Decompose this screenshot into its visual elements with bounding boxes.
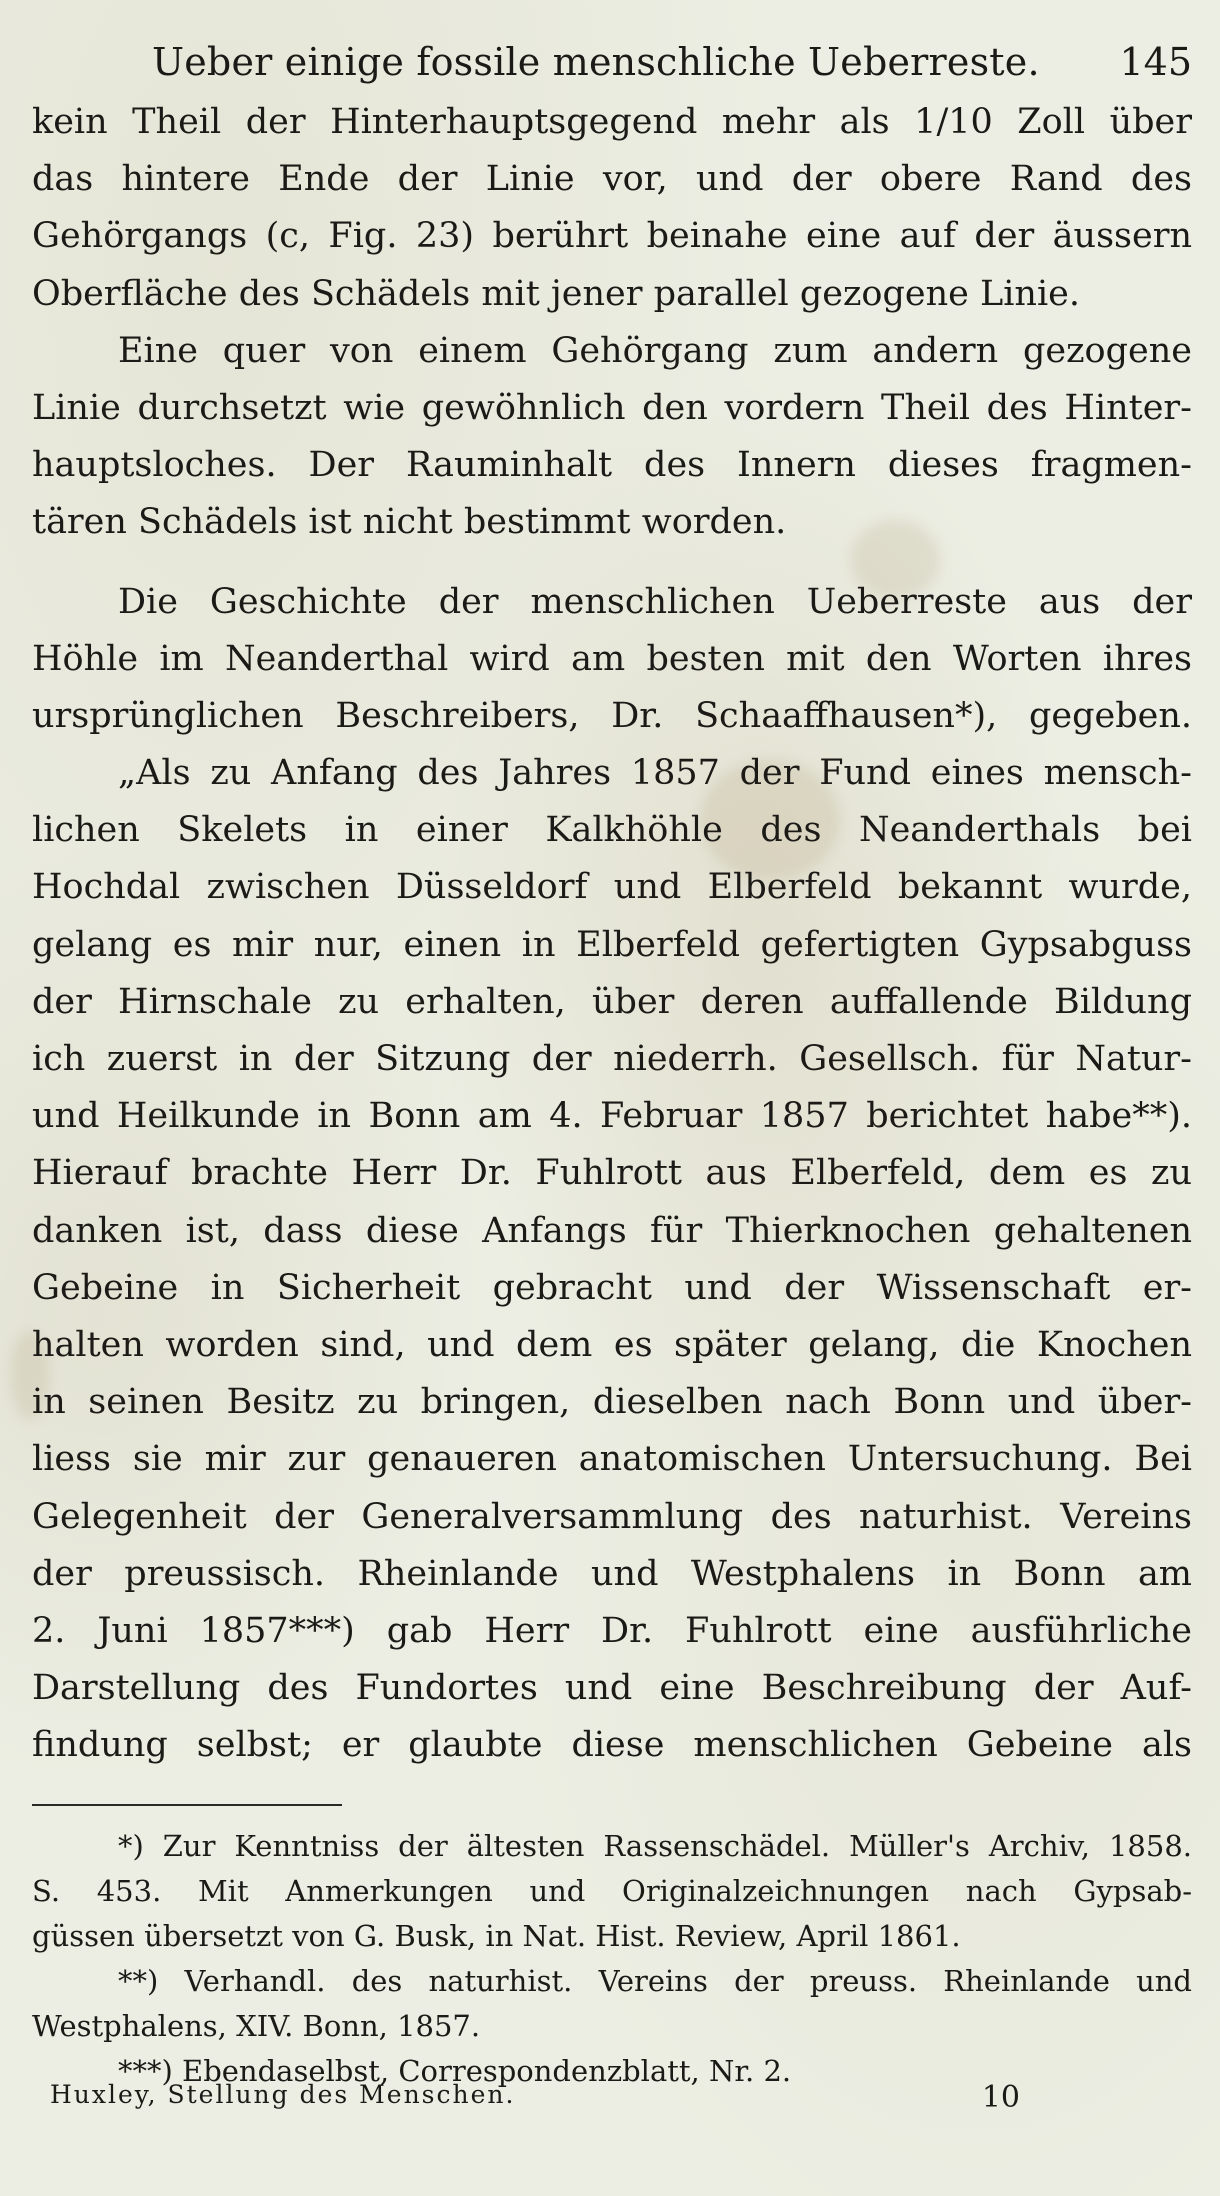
text-line: gelang es mir nur, einen in Elberfeld gefertigten Gypsabguss <box>32 924 1192 965</box>
text-line: tären Schädels ist nicht bestimmt worden. <box>32 502 787 543</box>
footnotes <box>32 1824 1192 2094</box>
paragraph <box>32 574 1192 1775</box>
text-line: liess sie mir zur genaueren anatomischen Untersuchung. Bei <box>32 1439 1192 1480</box>
text-line: Oberfläche des Schädels mit jener parallel gezogene Linie. <box>32 273 1081 314</box>
running-title: Ueber einige fossile menschliche Ueberreste. <box>152 40 1040 84</box>
footnote-line: Westphalens, XIV. Bonn, 1857. <box>32 2009 481 2044</box>
text-line: Gelegenheit der Generalversammlung des naturhist. Vereins <box>32 1496 1192 1537</box>
text-line: Hochdal zwischen Düsseldorf und Elberfeld bekannt wurde, <box>32 867 1192 908</box>
footnote-line: **) Verhandl. des naturhist. Vereins der preuss. Rheinlande und <box>118 1964 1192 1999</box>
text-line: hauptsloches. Der Rauminhalt des Innern dieses fragmen- <box>32 445 1192 486</box>
text-line: Höhle im Neanderthal wird am besten mit den Worten ihres <box>32 638 1192 679</box>
paragraph <box>32 94 1192 323</box>
footnote <box>32 1824 1192 1959</box>
text-line: Eine quer von einem Gehörgang zum andern gezogene <box>118 330 1192 371</box>
printer-signature <box>50 2080 1030 2115</box>
text-line: Darstellung des Fundortes und eine Beschreibung der Auf- <box>32 1668 1192 1709</box>
text-line: 2. Juni 1857***) gab Herr Dr. Fuhlrott eine ausführliche <box>32 1610 1192 1651</box>
text-line: „Als zu Anfang des Jahres 1857 der Fund eines mensch- <box>118 753 1192 794</box>
footnote-line: ***) Ebendaselbst, Correspondenzblatt, Nr. 2. <box>118 2054 792 2089</box>
book-page <box>32 38 1192 2094</box>
text-line: lichen Skelets in einer Kalkhöhle des Neanderthals bei <box>32 810 1192 851</box>
footnote-line: *) Zur Kenntniss der ältesten Rassenschädel. Müller's Archiv, 1858. <box>118 1829 1192 1864</box>
footnote-line: güssen übersetzt von G. Busk, in Nat. Hist. Review, April 1861. <box>32 1919 961 1954</box>
text-line: das hintere Ende der Linie vor, und der obere Rand des <box>32 159 1192 200</box>
text-line: ursprünglichen Beschreibers, Dr. Schaaffhausen*), gegeben. <box>32 695 1192 736</box>
text-line: kein Theil der Hinterhauptsgegend mehr als 1/10 Zoll über <box>32 102 1192 142</box>
text-line: in seinen Besitz zu bringen, dieselben nach Bonn und über- <box>32 1382 1192 1423</box>
text-line: findung selbst; er glaubte diese menschlichen Gebeine als <box>32 1725 1192 1766</box>
footnote-line: S. 453. Mit Anmerkungen und Originalzeichnungen nach Gypsab- <box>32 1874 1192 1909</box>
text-line: Gebeine in Sicherheit gebracht und der Wissenschaft er- <box>32 1267 1192 1308</box>
text-line: Gehörgangs (c, Fig. 23) berührt beinahe eine auf der äussern <box>32 216 1192 257</box>
text-line: ich zuerst in der Sitzung der niederrh. Gesellsch. für Natur- <box>32 1039 1192 1079</box>
signature-text: Huxley, Stellung des Menschen. <box>50 2080 516 2109</box>
footnote-rule <box>32 1804 342 1806</box>
page-number: 145 <box>1119 40 1192 84</box>
text-line: der Hirnschale zu erhalten, über deren auffallende Bildung <box>32 981 1192 1022</box>
text-line: der preussisch. Rheinlande und Westphalens in Bonn am <box>32 1553 1192 1594</box>
text-line: und Heilkunde in Bonn am 4. Februar 1857 berichtet habe**). <box>32 1096 1192 1137</box>
text-line: halten worden sind, und dem es später gelang, die Knochen <box>32 1324 1192 1365</box>
text-line: Linie durchsetzt wie gewöhnlich den vordern Theil des Hinter- <box>32 387 1192 428</box>
text-line: danken ist, dass diese Anfangs für Thierknochen gehaltenen <box>32 1210 1192 1251</box>
paragraph <box>32 323 1192 552</box>
running-header <box>152 38 1192 86</box>
body-text <box>32 94 1192 1774</box>
text-line: Hierauf brachte Herr Dr. Fuhlrott aus Elberfeld, dem es zu <box>32 1153 1192 1194</box>
text-line: Die Geschichte der menschlichen Ueberreste aus der <box>118 581 1192 622</box>
footnote <box>32 1959 1192 2049</box>
signature-number: 10 <box>981 2080 1020 2115</box>
